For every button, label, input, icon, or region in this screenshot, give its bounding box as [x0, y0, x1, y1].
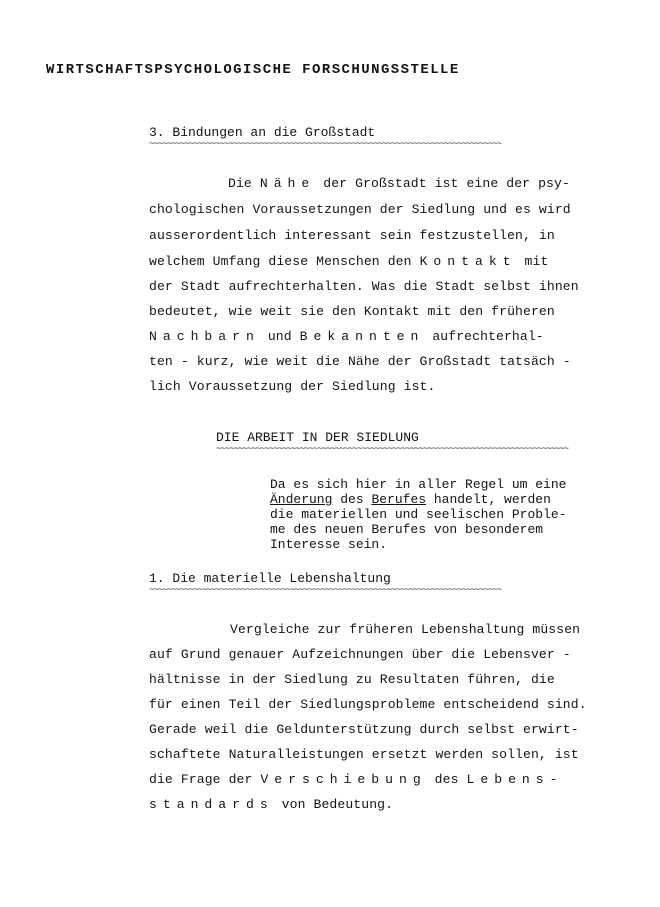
indented-paragraph: Da es sich hier in aller Regel um eine Änderung des Berufes handelt, werden die materiellen und seelischen Proble- me des neuen Berufes von besonderem Interesse sein.: [270, 477, 567, 552]
heading-underline: ~~~~~~~~~~~~~~~~~~~~~~~~~~~~~~~~~~~~~~~~~~~~~~~~~~~~~~~~~~~~~~~~~~~~~~~~~~~~~~~~: [149, 585, 502, 595]
body-line: ten - kurz, wie weit die Nähe der Großstadt tatsäch -: [149, 354, 571, 369]
section-heading-arbeit: DIE ARBEIT IN DER SIEDLUNG: [216, 430, 419, 445]
body-line: Nachbarn und Bekannten aufrechterhal-: [149, 329, 544, 344]
body-line: der Stadt aufrechterhalten. Was die Stadt selbst ihnen: [149, 279, 579, 294]
body-line: hältnisse in der Siedlung zu Resultaten führen, die: [149, 672, 555, 687]
body-line: schaftete Naturalleistungen ersetzt werden sollen, ist: [149, 747, 579, 762]
body-line: lich Voraussetzung der Siedlung ist.: [149, 379, 436, 394]
letterhead: WIRTSCHAFTSPSYCHOLOGISCHE FORSCHUNGSSTELLE: [46, 62, 460, 78]
body-line: auf Grund genauer Aufzeichnungen über die Lebensver -: [149, 647, 571, 662]
section-heading-lebenshaltung: 1. Die materielle Lebenshaltung: [149, 571, 391, 586]
body-line: bedeutet, wie weit sie den Kontakt mit den früheren: [149, 304, 555, 319]
body-line: chologischen Voraussetzungen der Siedlung und es wird: [149, 202, 571, 217]
body-line: Gerade weil die Geldunterstützung durch selbst erwirt-: [149, 722, 579, 737]
heading-underline: ~~~~~~~~~~~~~~~~~~~~~~~~~~~~~~~~~~~~~~~~~~~~~~~~~~~~~~~~~~~~~~~~~~~~~~~~~~~~~~~~: [149, 139, 502, 149]
body-line: für einen Teil der Siedlungsprobleme entscheidend sind.: [149, 697, 587, 712]
body-line: ausserordentlich interessant sein festzustellen, in: [149, 228, 555, 243]
body-line: Die Nähe der Großstadt ist eine der psy-: [228, 176, 570, 191]
section-heading-bindungen: 3. Bindungen an die Großstadt: [149, 125, 376, 140]
body-line: die Frage der Verschiebung des Lebens-: [149, 772, 564, 787]
body-line: Vergleiche zur früheren Lebenshaltung müssen: [230, 622, 581, 637]
body-line: welchem Umfang diese Menschen den Kontakt mit: [149, 254, 549, 269]
heading-underline: ~~~~~~~~~~~~~~~~~~~~~~~~~~~~~~~~~~~~~~~~~~~~~~~~~~~~~~~~~~~~~~~~~~~~~~~~~~~~~~~~: [216, 444, 569, 454]
body-line: standards von Bedeutung.: [149, 797, 394, 812]
